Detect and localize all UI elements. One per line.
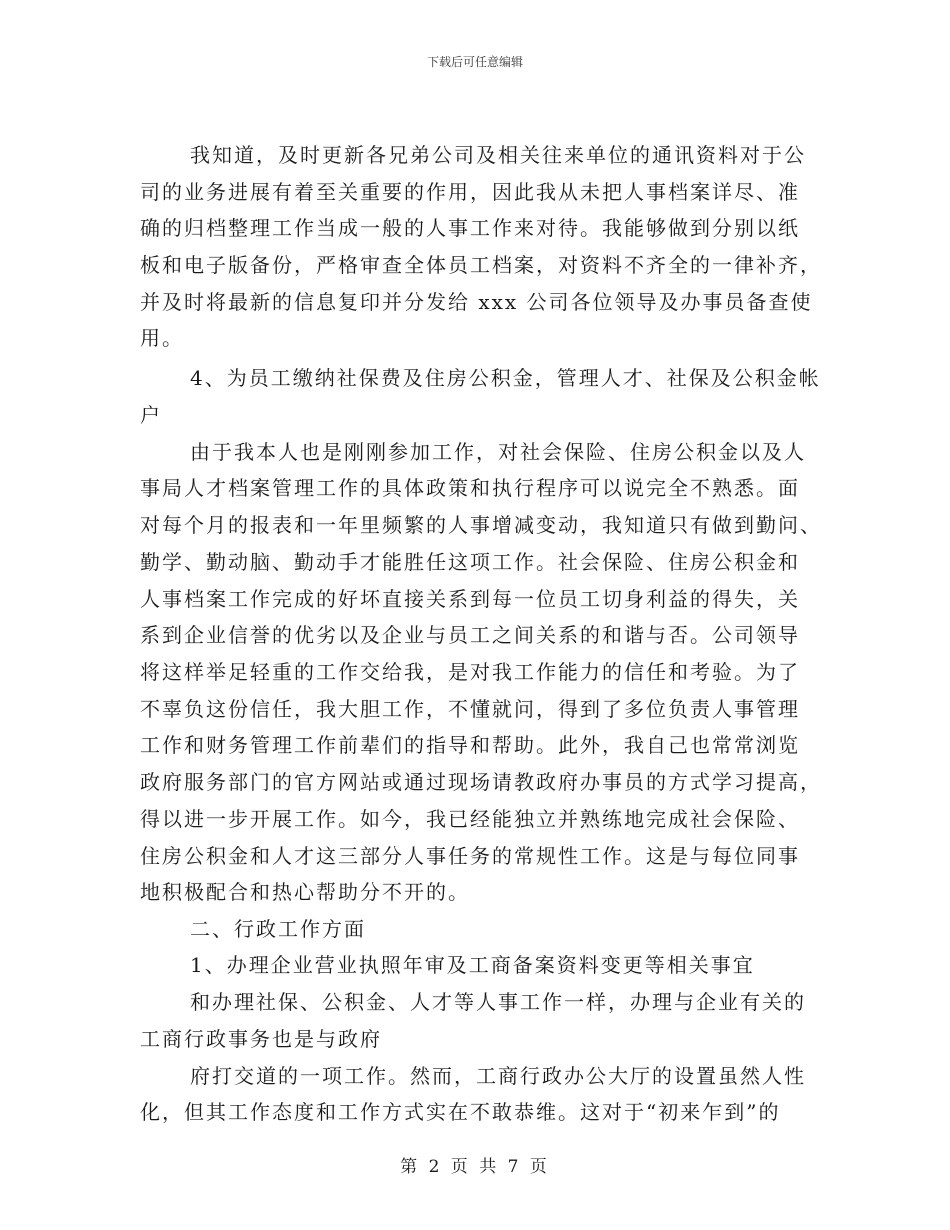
text-line: 板和电子版备份，严格审查全体员工档案，对资料不齐全的一律补齐， <box>140 253 822 277</box>
page-header-note: 下载后可任意编辑 <box>426 55 523 69</box>
text-line: 二、行政工作方面 <box>190 917 366 941</box>
text-line: 化，但其工作态度和工作方式实在不敢恭维。这对于“初来乍到”的 <box>140 1100 781 1124</box>
text-line: 由于我本人也是刚刚参加工作，对社会保险、住房公积金以及人 <box>190 440 806 464</box>
text-line: 地积极配合和热心帮助分不开的。 <box>140 880 470 904</box>
text-line: 将这样举足轻重的工作交给我，是对我工作能力的信任和考验。为了 <box>140 660 800 684</box>
text-line: 事局人才档案管理工作的具体政策和执行程序可以说完全不熟悉。面 <box>140 476 800 500</box>
text-line: 并及时将最新的信息复印并分发给 xxx 公司各位领导及办事员备查使 <box>140 290 813 314</box>
text-line: 府打交道的一项工作。然而，工商行政办公大厅的设置虽然人性 <box>190 1064 806 1088</box>
text-line: 系到企业信誉的优劣以及企业与员工之间关系的和谐与否。公司领导 <box>140 623 800 647</box>
text-line: 和办理社保、公积金、人才等人事工作一样，办理与企业有关的 <box>190 990 806 1014</box>
text-line: 用。 <box>140 326 184 350</box>
page-number-footer: 第 2 页 共 7 页 <box>400 1157 550 1177</box>
text-line: 政府服务部门的官方网站或通过现场请教政府办事员的方式学习提高， <box>140 770 822 794</box>
text-line: 不辜负这份信任，我大胆工作，不懂就问，得到了多位负责人事管理 <box>140 697 800 721</box>
text-line: 得以进一步开展工作。如今，我已经能独立并熟练地完成社会保险、 <box>140 807 800 831</box>
text-line: 工作和财务管理工作前辈们的指导和帮助。此外，我自己也常常浏览 <box>140 733 800 757</box>
text-line: 我知道，及时更新各兄弟公司及相关往来单位的通讯资料对于公 <box>190 143 806 167</box>
text-line: 司的业务进展有着至关重要的作用，因此我从未把人事档案详尽、准 <box>140 180 800 204</box>
text-line: 勤学、勤动脑、勤动手才能胜任这项工作。社会保险、住房公积金和 <box>140 550 800 574</box>
text-line: 4、为员工缴纳社保费及住房公积金，管理人才、社保及公积金帐 <box>190 366 821 390</box>
text-line: 住房公积金和人才这三部分人事任务的常规性工作。这是与每位同事 <box>140 844 800 868</box>
text-line: 人事档案工作完成的好坏直接关系到每一位员工切身利益的得失，关 <box>140 587 800 611</box>
text-line: 确的归档整理工作当成一般的人事工作来对待。我能够做到分别以纸 <box>140 216 800 240</box>
text-line: 对每个月的报表和一年里频繁的人事增减变动，我知道只有做到勤问、 <box>140 513 822 537</box>
text-line: 户 <box>140 403 162 427</box>
text-line: 工商行政事务也是与政府 <box>140 1027 382 1051</box>
text-line: 1、办理企业营业执照年审及工商备案资料变更等相关事宜 <box>190 953 755 977</box>
